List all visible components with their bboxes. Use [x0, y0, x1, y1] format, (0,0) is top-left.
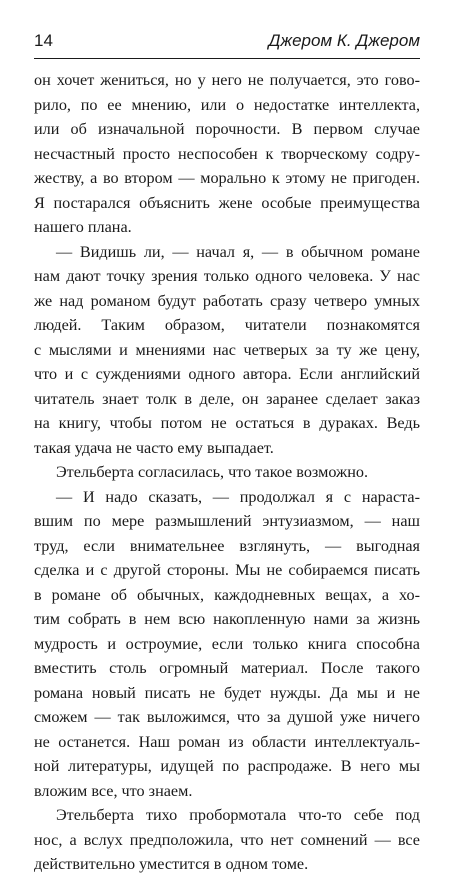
page-number: 14 — [34, 31, 53, 50]
paragraph — [34, 240, 420, 461]
text-line: рило, по ее мнению, или о недостатке интеллекта, — [34, 95, 420, 114]
text-line: действительно уместится в одном томе. — [34, 855, 309, 873]
text-line: вместить столь огромный материал. После такого — [34, 659, 420, 677]
text-line: на книгу, чтобы потом не остаться в дураках. Ведь — [34, 414, 420, 432]
text-line: жеству, а во втором — морально к этому не пригоден. — [34, 169, 420, 187]
paragraph — [34, 68, 420, 240]
header-rule — [34, 58, 420, 59]
text-line: Этельберта согласилась, что такое возможно. — [56, 463, 369, 481]
text-line: в романе об обычных, каждодневных вещах, а хо- — [34, 585, 420, 604]
text-line: вложим все, что знаем. — [34, 781, 193, 800]
text-line: не останется. Наш роман из области интеллектуаль- — [34, 732, 420, 751]
text-line: читатель знает толк в деле, он заранее сделает заказ — [34, 389, 420, 408]
body-text — [34, 68, 420, 877]
text-line: сделка и с другой стороны. Мы не собираемся писать — [34, 561, 420, 579]
running-head — [34, 30, 420, 54]
text-line: нос, а вслух предположила, что нет сомнений — все — [34, 830, 420, 849]
text-line: что и с суждениями одного автора. Если английский — [34, 365, 420, 383]
text-line: людей. Таким образом, читатели познакомятся — [34, 316, 420, 334]
text-line: нам дают точку зрения только одного человека. У нас — [34, 267, 420, 285]
text-line: тим собрать в нем всю накопленную нами за жизнь — [34, 610, 420, 628]
paragraph — [34, 485, 420, 804]
text-line: мудрость и остроумие, если только книга способна — [34, 634, 420, 653]
text-line: несчастный просто неспособен к творческому содру- — [34, 144, 420, 163]
text-line: вшим по мере размышлений энтузиазмом, — наш — [34, 512, 420, 530]
text-line: — Видишь ли, — начал я, — в обычном романе — [56, 242, 420, 261]
text-line: он хочет жениться, но у него не получается, это гово- — [34, 71, 420, 89]
text-line: с мыслями и мнениями нас четверых за ту же цену, — [34, 340, 420, 359]
text-line: — И надо сказать, — продолжал я с нараста- — [56, 487, 420, 506]
text-line: же над романом будут работать сразу четверо умных — [34, 291, 420, 310]
text-line: нашего плана. — [34, 218, 132, 236]
paragraph — [34, 803, 420, 877]
text-line: или об изначальной порочности. В первом случае — [34, 120, 420, 138]
running-title: Джером К. Джером — [268, 31, 420, 50]
text-line: такая удача не часто ему выпадает. — [34, 438, 274, 457]
paragraph — [34, 460, 420, 485]
text-line: Этельберта тихо пробормотала что-то себе под — [56, 806, 420, 824]
text-line: труд, если внимательнее взглянуть, — выгодная — [34, 536, 420, 555]
text-line: ной литературы, идущей по распродаже. В него мы — [34, 757, 420, 775]
text-line: сможем — так выложимся, что за душой уже ничего — [34, 708, 420, 726]
text-line: Я постарался объяснить жене особые преимущества — [34, 193, 420, 212]
text-line: романа новый писать не будет нужды. Да мы и не — [34, 683, 420, 702]
